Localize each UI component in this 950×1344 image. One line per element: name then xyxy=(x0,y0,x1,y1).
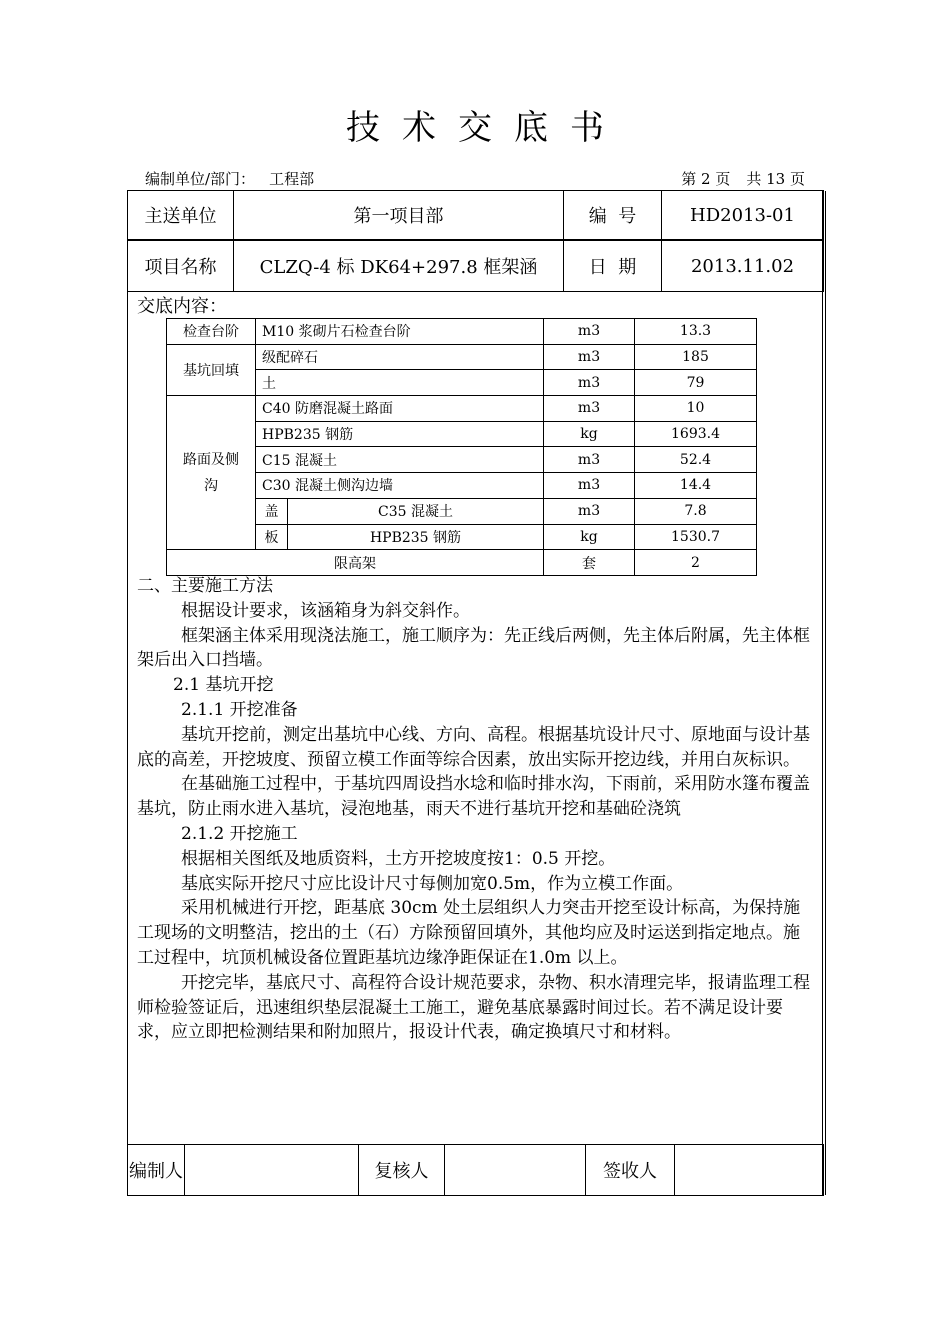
group-backfill: 基坑回填 xyxy=(167,344,256,395)
table-row xyxy=(167,421,757,447)
item-qty: 2 xyxy=(635,550,757,576)
item-name: HPB235 钢筋 xyxy=(288,524,544,550)
item-name: 土 xyxy=(256,370,544,396)
group-check: 检查台阶 xyxy=(167,319,256,345)
sender-label: 主送单位 xyxy=(128,191,234,240)
subsection-heading: 2.1.2 开挖施工 xyxy=(181,823,298,844)
number-value: HD2013-01 xyxy=(662,191,824,240)
header-row-project xyxy=(127,240,824,292)
table-row xyxy=(167,370,757,396)
cover-label-a: 盖 xyxy=(256,498,288,524)
quantity-table xyxy=(166,318,757,576)
item-unit: m3 xyxy=(544,498,635,524)
table-row xyxy=(167,550,757,576)
table-row xyxy=(167,524,757,550)
paragraph: 开挖完毕，基底尺寸、高程符合设计规范要求，杂物、积水清理完毕，报请监理工程师检验签证后，迅速组织垫层混凝土工施工，避免基底暴露时间过长。若不满足设计要求，应立即把检测结果和附加照片，报设计代表，确定换填尺寸和材料。 xyxy=(137,972,810,1043)
table-row xyxy=(167,498,757,524)
item-unit: kg xyxy=(544,421,635,447)
cover-label-b: 板 xyxy=(256,524,288,550)
project-value: CLZQ-4 标 DK64+297.8 框架涵 xyxy=(234,241,564,292)
subsection-heading: 2.1 基坑开挖 xyxy=(173,675,274,696)
receiver-field[interactable] xyxy=(675,1145,824,1196)
item-unit: m3 xyxy=(544,473,635,499)
item-name: M10 浆砌片石检查台阶 xyxy=(256,319,544,345)
paragraph: 框架涵主体采用现浇法施工，施工顺序为：先正线后两侧，先主体后附属，先主体框架后出入口挡墙。 xyxy=(137,625,810,671)
item-qty: 10 xyxy=(635,396,757,422)
table-row xyxy=(167,396,757,422)
item-unit: kg xyxy=(544,524,635,550)
item-name: C30 混凝土侧沟边墙 xyxy=(256,473,544,499)
reviewer-field[interactable] xyxy=(445,1145,586,1196)
item-name: C40 防磨混凝土路面 xyxy=(256,396,544,422)
table-row xyxy=(167,447,757,473)
item-qty: 7.8 xyxy=(635,498,757,524)
section-heading: 二、主要施工方法 xyxy=(137,576,273,596)
item-qty: 13.3 xyxy=(635,319,757,345)
project-label: 项目名称 xyxy=(128,241,234,292)
paragraph: 在基础施工过程中，于基坑四周设挡水埝和临时排水沟，下雨前，采用防水篷布覆盖基坑，防止雨水进入基坑，浸泡地基，雨天不进行基坑开挖和基础砼浇筑 xyxy=(137,774,810,820)
reviewer-label: 复核人 xyxy=(359,1145,445,1196)
author-field[interactable] xyxy=(185,1145,359,1196)
item-unit: m3 xyxy=(544,344,635,370)
item-qty: 1693.4 xyxy=(635,421,757,447)
unit-line xyxy=(145,168,314,189)
content-label: 交底内容： xyxy=(137,296,227,317)
item-qty: 52.4 xyxy=(635,447,757,473)
sender-value: 第一项目部 xyxy=(234,191,564,240)
date-label: 日 期 xyxy=(564,241,662,292)
document-title: 技术交底书 xyxy=(346,108,626,148)
page-number: 第 2 页 xyxy=(681,170,731,188)
paragraph: 根据相关图纸及地质资料，土方开挖坡度按1：0.5 开挖。 xyxy=(181,848,616,869)
header-row-sender xyxy=(127,190,824,240)
subsection-heading: 2.1.1 开挖准备 xyxy=(181,699,298,720)
paragraph: 基坑开挖前，测定出基坑中心线、方向、高程。根据基坑设计尺寸、原地面与设计基底的高差，开挖坡度、预留立模工作面等综合因素，放出实际开挖边线，并用白灰标识。 xyxy=(137,724,810,770)
paragraph: 基底实际开挖尺寸应比设计尺寸每侧加宽0.5m，作为立模工作面。 xyxy=(181,873,684,894)
group-road: 路面及侧沟 xyxy=(167,396,256,550)
item-name: HPB235 钢筋 xyxy=(256,421,544,447)
author-label: 编制人 xyxy=(128,1145,185,1196)
item-unit: m3 xyxy=(544,447,635,473)
body-text xyxy=(137,574,813,1045)
unit-value: 工程部 xyxy=(269,170,315,188)
paragraph: 根据设计要求，该涵箱身为斜交斜作。 xyxy=(181,600,470,621)
item-unit: m3 xyxy=(544,319,635,345)
item-qty: 79 xyxy=(635,370,757,396)
page-info xyxy=(681,168,805,189)
item-name: 级配碎石 xyxy=(256,344,544,370)
item-unit: 套 xyxy=(544,550,635,576)
date-value: 2013.11.02 xyxy=(662,241,824,292)
page-total: 共 13 页 xyxy=(746,170,805,188)
table-row xyxy=(167,319,757,345)
receiver-label: 签收人 xyxy=(586,1145,675,1196)
paragraph: 采用机械进行开挖，距基底 30cm 处土层组织人力突击开挖至设计标高，为保持施工现场的文明整洁，挖出的土（石）方除预留回填外，其他均应及时运送到指定地点。施工过程中，坑顶机械设备位置距基坑边缘净距保证在1.0m 以上。 xyxy=(137,898,801,968)
number-label: 编 号 xyxy=(564,191,662,240)
table-row xyxy=(167,473,757,499)
item-name: C15 混凝土 xyxy=(256,447,544,473)
signature-row xyxy=(127,1144,824,1196)
item-unit: m3 xyxy=(544,370,635,396)
item-qty: 185 xyxy=(635,344,757,370)
item-qty: 14.4 xyxy=(635,473,757,499)
item-qty: 1530.7 xyxy=(635,524,757,550)
item-name: 限高架 xyxy=(167,550,544,576)
item-name: C35 混凝土 xyxy=(288,498,544,524)
table-row xyxy=(167,344,757,370)
unit-label: 编制单位/部门： xyxy=(145,170,256,188)
item-unit: m3 xyxy=(544,396,635,422)
